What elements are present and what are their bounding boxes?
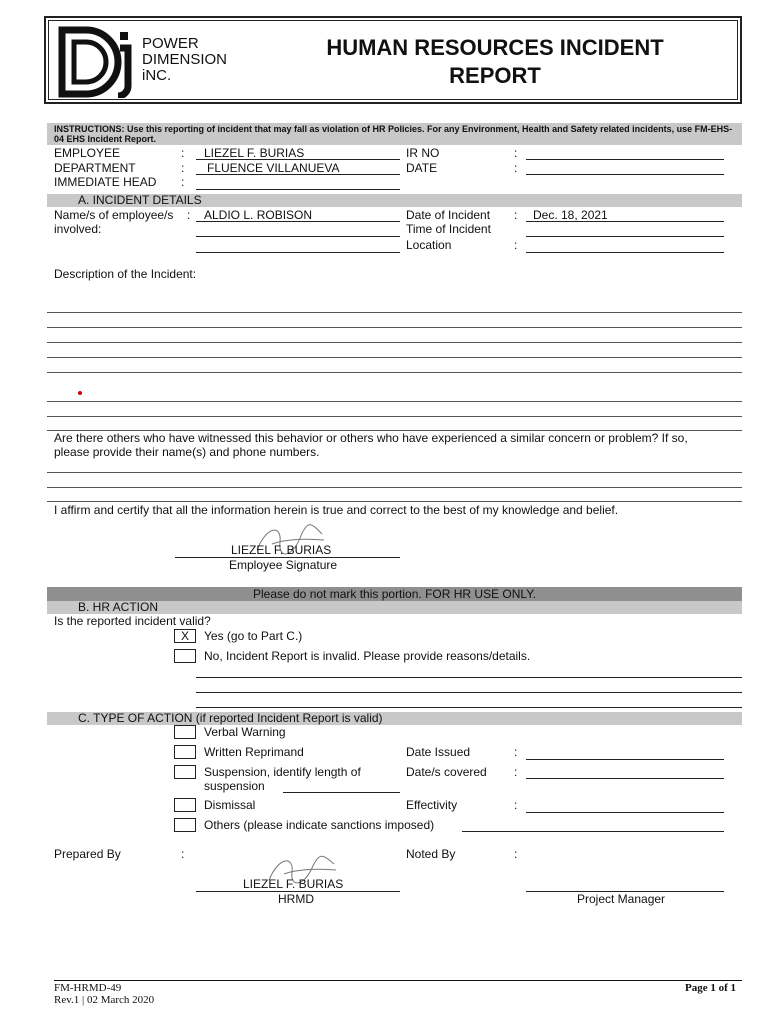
footer-rule <box>54 980 742 981</box>
dates-covered-field[interactable] <box>526 778 724 779</box>
written-reprimand-label: Written Reprimand <box>204 745 304 759</box>
colon: : <box>514 208 518 222</box>
employee-value[interactable]: LIEZEL F. BURIAS <box>204 146 305 160</box>
immediate-head-label: IMMEDIATE HEAD <box>54 175 157 189</box>
suspension-label-2: suspension <box>204 779 265 793</box>
verbal-warning-checkbox[interactable] <box>174 725 196 739</box>
colon: : <box>514 146 518 160</box>
colon: : <box>514 161 518 175</box>
date-of-incident-value[interactable]: Dec. 18, 2021 <box>533 208 608 222</box>
others-checkbox[interactable] <box>174 818 196 832</box>
page-title-line1: HUMAN RESOURCES INCIDENT <box>326 35 664 60</box>
suspension-checkbox[interactable] <box>174 765 196 779</box>
description-line[interactable] <box>47 372 742 373</box>
colon: : <box>514 745 518 759</box>
hr-valid-question: Is the reported incident valid? <box>54 614 211 628</box>
employees-involved-label-2: involved: <box>54 222 102 236</box>
colon: : <box>181 175 185 189</box>
section-c-heading: C. TYPE OF ACTION (if reported Incident Report is valid) <box>78 711 383 725</box>
suspension-length-field[interactable] <box>283 792 400 793</box>
description-line[interactable] <box>47 342 742 343</box>
employees-line-3[interactable] <box>196 252 400 253</box>
employees-line-1 <box>196 221 400 222</box>
noted-by-caption: Project Manager <box>577 892 666 906</box>
employees-involved-label: Name/s of employee/s <box>54 208 174 222</box>
invalid-reason-line[interactable] <box>196 692 742 693</box>
witness-line[interactable] <box>47 501 742 502</box>
date-label: DATE <box>406 161 438 175</box>
dates-covered-label: Date/s covered <box>406 765 487 779</box>
witness-question-2: please provide their name(s) and phone numbers. <box>54 445 320 459</box>
logo-text: POWER DIMENSION iNC. <box>142 35 228 84</box>
date-of-incident-line <box>526 221 724 222</box>
time-of-incident-label: Time of Incident <box>406 222 491 236</box>
immediate-head-field[interactable] <box>196 189 400 190</box>
section-a-heading: A. INCIDENT DETAILS <box>78 193 202 207</box>
colon: : <box>514 238 518 252</box>
department-label: DEPARTMENT <box>54 161 136 175</box>
logo-mark-icon <box>56 26 136 98</box>
yes-label: Yes (go to Part C.) <box>204 629 303 643</box>
witness-line[interactable] <box>47 472 742 473</box>
description-label: Description of the Incident: <box>54 267 197 281</box>
page-current: 1 <box>710 982 716 994</box>
written-reprimand-checkbox[interactable] <box>174 745 196 759</box>
location-label: Location <box>406 238 452 252</box>
affirm-statement: I affirm and certify that all the information herein is true and correct to the best of my knowledge and belief. <box>54 503 619 517</box>
description-line[interactable] <box>47 327 742 328</box>
colon: : <box>181 146 185 160</box>
dismissal-label: Dismissal <box>204 798 256 812</box>
others-field[interactable] <box>462 831 724 832</box>
prepared-by-caption: HRMD <box>278 892 314 906</box>
date-issued-label: Date Issued <box>406 745 471 759</box>
page-prefix: Page <box>684 982 711 994</box>
colon: : <box>514 847 518 861</box>
noted-by-label: Noted By <box>406 847 456 861</box>
prepared-by-name: LIEZEL F. BURIAS <box>243 877 344 891</box>
description-line[interactable] <box>47 357 742 358</box>
department-value[interactable]: FLUENCE VILLANUEVA <box>207 161 340 175</box>
red-dot-mark <box>78 391 82 395</box>
description-line[interactable] <box>47 416 742 417</box>
prepared-by-label: Prepared By <box>54 847 121 861</box>
effectivity-label: Effectivity <box>406 798 458 812</box>
hr-only-text: Please do not mark this portion. FOR HR USE ONLY. <box>252 587 536 601</box>
witness-question: Are there others who have witnessed this behavior or others who have experienced a similar concern or problem? If so, <box>54 431 688 445</box>
colon: : <box>181 847 185 861</box>
employee-label: EMPLOYEE <box>54 146 121 160</box>
page-total: 1 <box>730 982 736 994</box>
colon: : <box>514 765 518 779</box>
employees-involved-value[interactable]: ALDIO L. ROBISON <box>204 208 313 222</box>
department-line <box>196 174 400 175</box>
yes-checkbox[interactable]: X <box>174 629 196 643</box>
ir-no-label: IR NO <box>406 146 440 160</box>
revision-date: Rev.1 | 02 March 2020 <box>54 994 155 1006</box>
instructions-text: INSTRUCTIONS: Use this reporting of incident that may fall as violation of HR Policies. For any Environment, Health and Safety related incidents, use FM-EHS-04 EHS Incident Report. <box>54 124 733 144</box>
location-field[interactable] <box>526 252 724 253</box>
date-field[interactable] <box>526 174 724 175</box>
employee-line <box>196 159 400 160</box>
employees-line-2[interactable] <box>196 236 400 237</box>
form-code: FM-HRMD-49 <box>54 982 122 994</box>
employee-signature-name: LIEZEL F. BURIAS <box>231 543 332 557</box>
ir-no-field[interactable] <box>526 159 724 160</box>
dismissal-checkbox[interactable] <box>174 798 196 812</box>
date-issued-field[interactable] <box>526 759 724 760</box>
description-line[interactable] <box>47 401 742 402</box>
witness-line[interactable] <box>47 487 742 488</box>
employee-signature-caption: Employee Signature <box>229 558 338 572</box>
date-of-incident-label: Date of Incident <box>406 208 491 222</box>
page-title-line2: REPORT <box>449 63 541 88</box>
page-indicator <box>600 982 736 994</box>
time-of-incident-field[interactable] <box>526 236 724 237</box>
verbal-warning-label: Verbal Warning <box>204 725 286 739</box>
colon: : <box>181 161 185 175</box>
invalid-reason-line[interactable] <box>196 707 742 708</box>
no-label: No, Incident Report is invalid. Please provide reasons/details. <box>204 649 531 663</box>
company-logo <box>56 26 236 98</box>
colon: : <box>187 208 191 222</box>
others-label: Others (please indicate sanctions imposed) <box>204 818 435 832</box>
suspension-label: Suspension, identify length of <box>204 765 361 779</box>
description-line[interactable] <box>47 312 742 313</box>
colon: : <box>514 798 518 812</box>
invalid-reason-line[interactable] <box>196 677 742 678</box>
effectivity-field[interactable] <box>526 812 724 813</box>
no-checkbox[interactable] <box>174 649 196 663</box>
section-b-heading: B. HR ACTION <box>78 600 159 614</box>
page-of: of <box>715 982 731 994</box>
